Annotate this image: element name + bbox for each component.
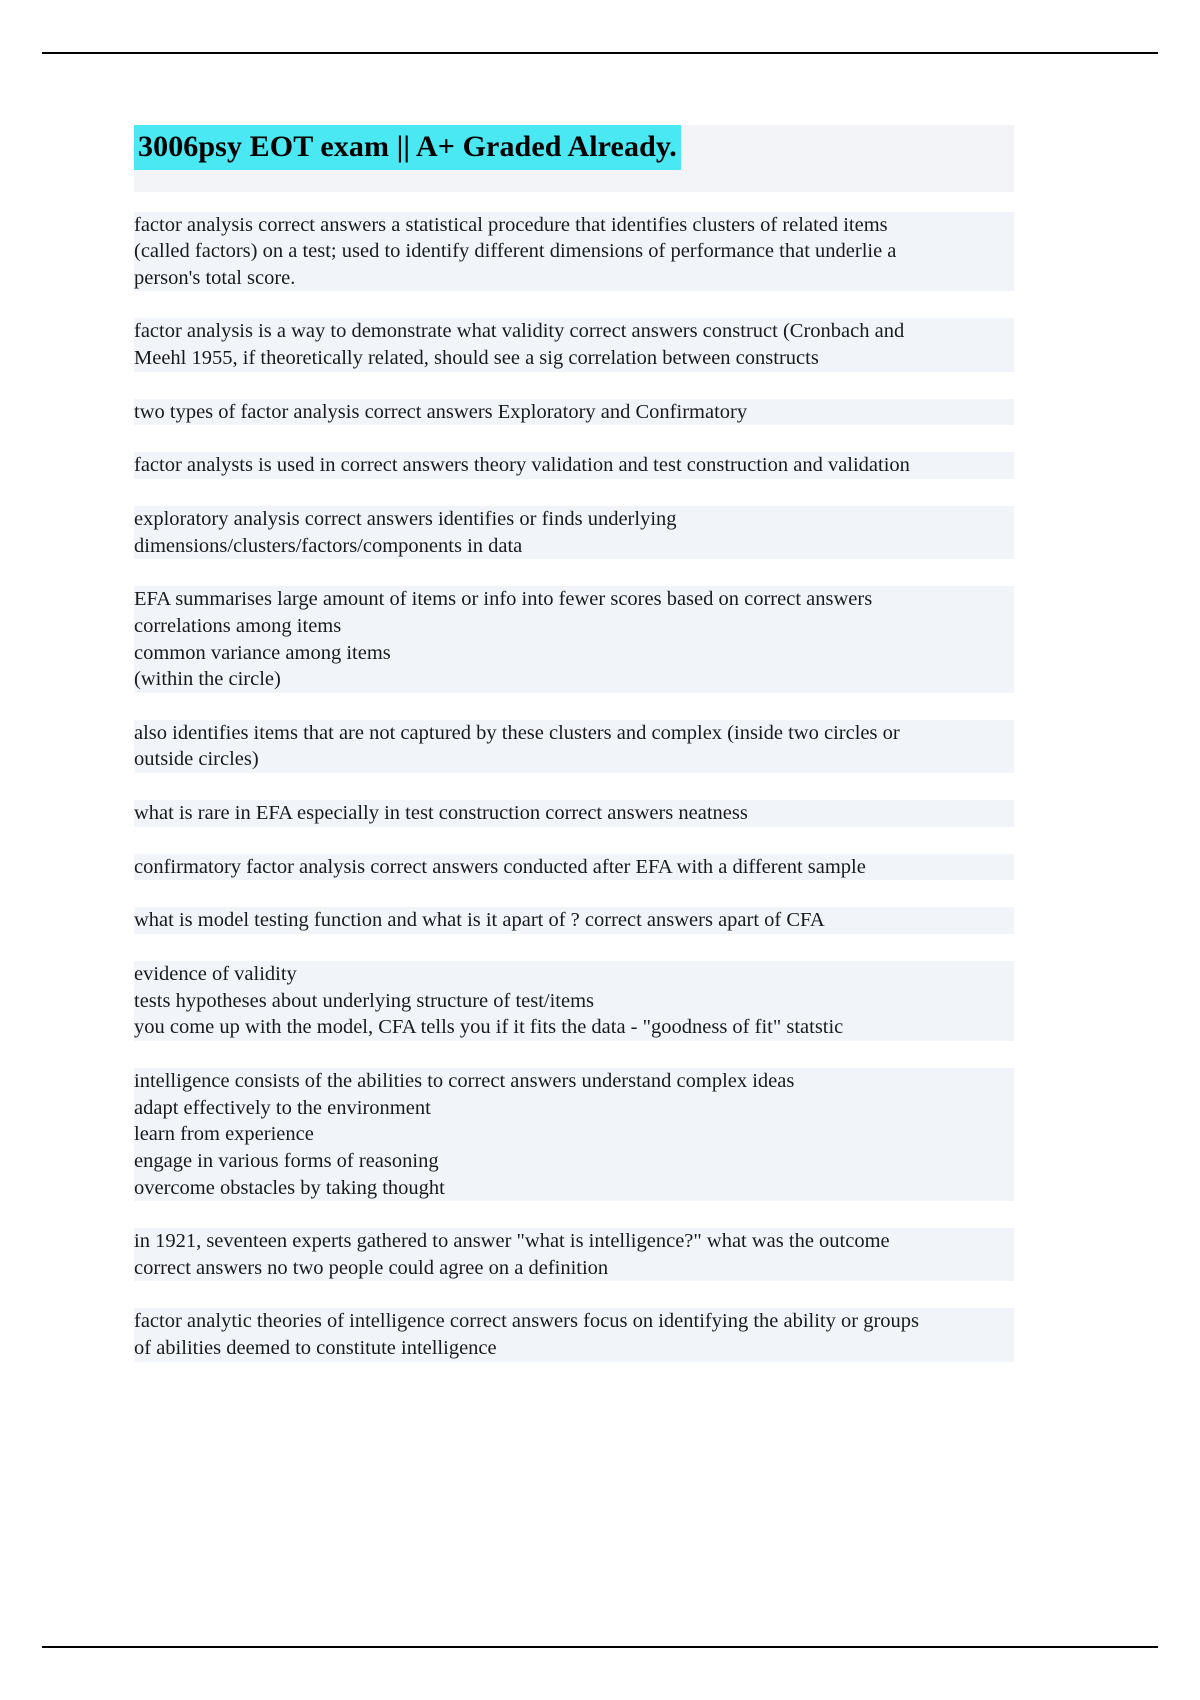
text-line: factor analysis correct answers a statistical procedure that identifies clusters of related items xyxy=(134,212,1014,239)
text-line: (within the circle) xyxy=(134,666,1014,693)
document-content xyxy=(134,125,1014,1389)
qa-1921-experts xyxy=(134,1228,1014,1281)
text-line: in 1921, seventeen experts gathered to answer "what is intelligence?" what was the outcome xyxy=(134,1228,1014,1255)
text-line: outside circles) xyxy=(134,746,1014,773)
text-line: factor analytic theories of intelligence correct answers focus on identifying the ability or groups xyxy=(134,1308,1014,1335)
text-line: confirmatory factor analysis correct answers conducted after EFA with a different sample xyxy=(134,854,1014,881)
text-line: exploratory analysis correct answers identifies or finds underlying xyxy=(134,506,1014,533)
text-line: Meehl 1955, if theoretically related, should see a sig correlation between constructs xyxy=(134,345,1014,372)
text-line: you come up with the model, CFA tells you if it fits the data - "goodness of fit" statstic xyxy=(134,1014,1014,1041)
text-line: of abilities deemed to constitute intelligence xyxy=(134,1335,1014,1362)
qa-factor-analysts-use xyxy=(134,452,1014,479)
text-line: intelligence consists of the abilities to correct answers understand complex ideas xyxy=(134,1068,1014,1095)
text-line: factor analysts is used in correct answers theory validation and test construction and validation xyxy=(134,452,1014,479)
text-line: dimensions/clusters/factors/components in data xyxy=(134,533,1014,560)
text-line: adapt effectively to the environment xyxy=(134,1095,1014,1122)
text-line: learn from experience xyxy=(134,1121,1014,1148)
qa-factor-analytic-theories xyxy=(134,1308,1014,1361)
qa-evidence-of-validity xyxy=(134,961,1014,1041)
text-line: correct answers no two people could agree on a definition xyxy=(134,1255,1014,1282)
page-title: 3006psy EOT exam || A+ Graded Already. xyxy=(134,125,681,170)
header-divider xyxy=(42,52,1158,54)
text-line: two types of factor analysis correct answers Exploratory and Confirmatory xyxy=(134,399,1014,426)
qa-exploratory-analysis xyxy=(134,506,1014,559)
qa-rare-in-efa xyxy=(134,800,1014,827)
text-line: what is model testing function and what is it apart of ? correct answers apart of CFA xyxy=(134,907,1014,934)
document-title-container xyxy=(134,125,1014,192)
text-line: common variance among items xyxy=(134,640,1014,667)
text-line: (called factors) on a test; used to identify different dimensions of performance that underlie a xyxy=(134,238,1014,265)
text-line: overcome obstacles by taking thought xyxy=(134,1175,1014,1202)
text-line: EFA summarises large amount of items or info into fewer scores based on correct answers xyxy=(134,586,1014,613)
qa-efa-summarises xyxy=(134,586,1014,693)
text-line: tests hypotheses about underlying structure of test/items xyxy=(134,988,1014,1015)
qa-model-testing-function xyxy=(134,907,1014,934)
text-line: what is rare in EFA especially in test construction correct answers neatness xyxy=(134,800,1014,827)
qa-construct-validity xyxy=(134,318,1014,371)
text-line: person's total score. xyxy=(134,265,1014,292)
text-line: also identifies items that are not captured by these clusters and complex (inside two circles or xyxy=(134,720,1014,747)
footer-divider xyxy=(42,1646,1158,1648)
text-line: evidence of validity xyxy=(134,961,1014,988)
text-line: engage in various forms of reasoning xyxy=(134,1148,1014,1175)
text-line: factor analysis is a way to demonstrate what validity correct answers construct (Cronbach and xyxy=(134,318,1014,345)
qa-intelligence-abilities xyxy=(134,1068,1014,1201)
qa-two-types xyxy=(134,399,1014,426)
qa-factor-analysis-definition xyxy=(134,212,1014,292)
qa-also-identifies-items xyxy=(134,720,1014,773)
qa-confirmatory-factor-analysis xyxy=(134,854,1014,881)
text-line: correlations among items xyxy=(134,613,1014,640)
